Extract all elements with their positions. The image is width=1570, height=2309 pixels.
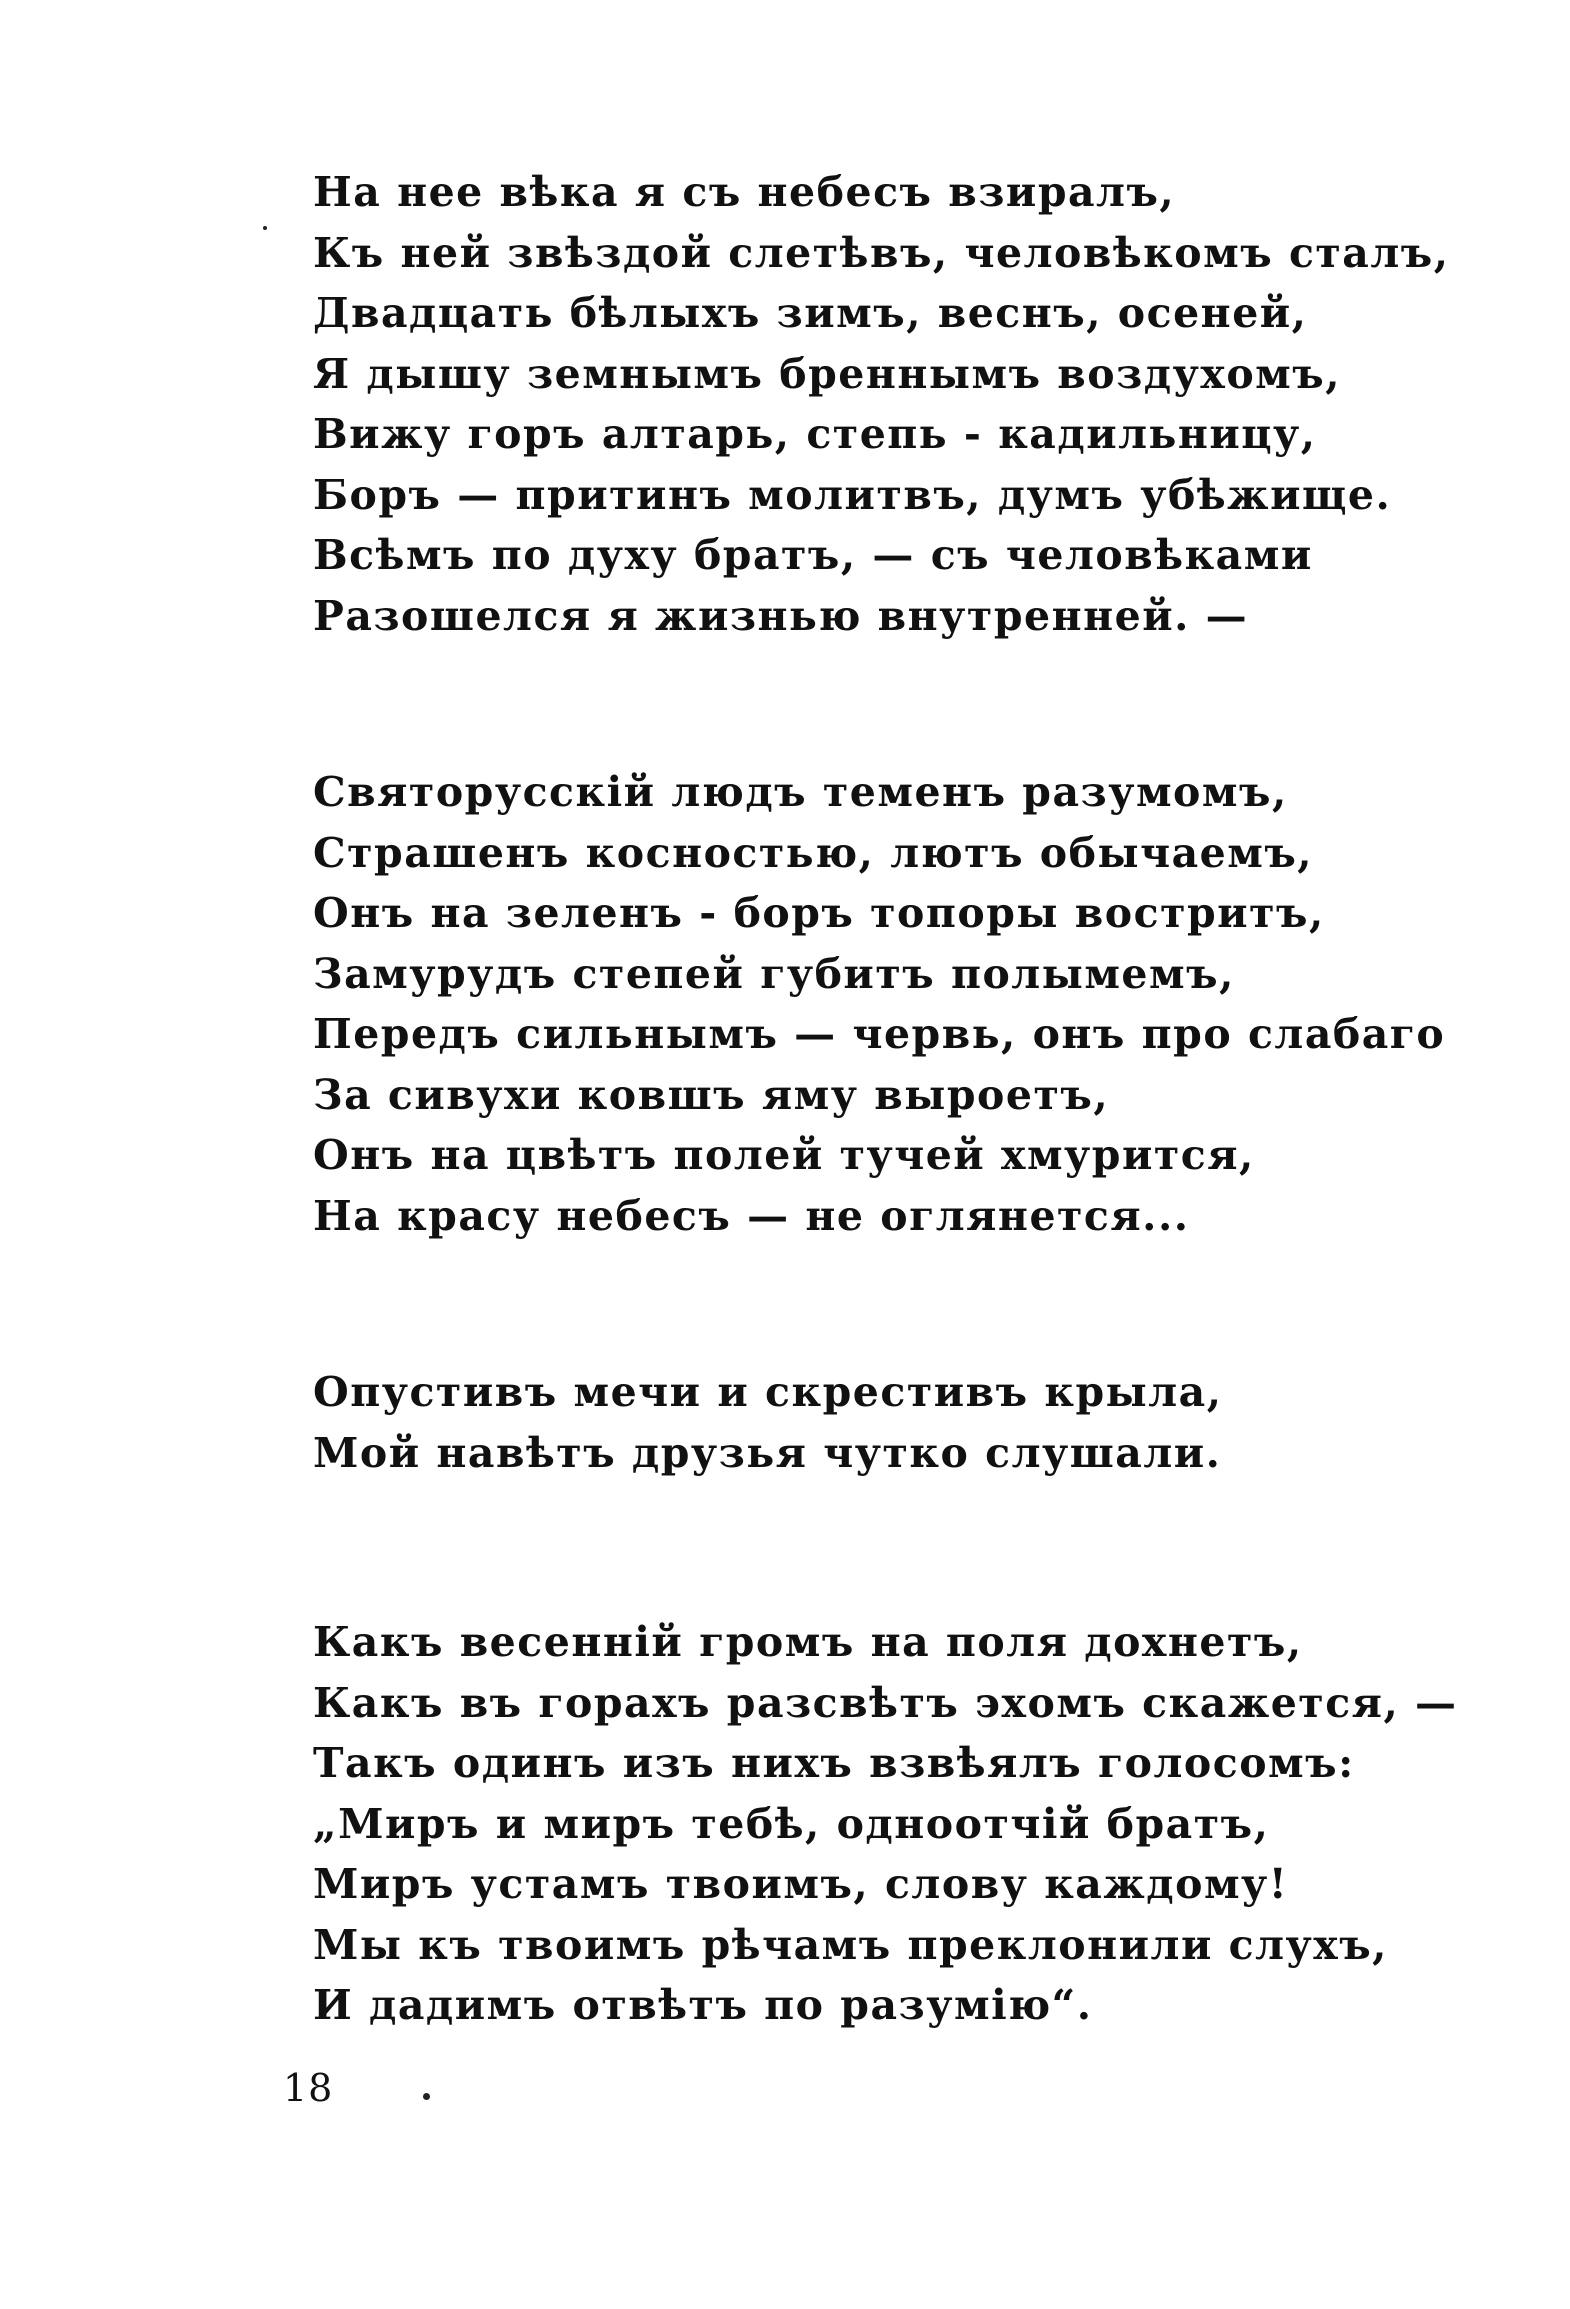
verse-line: Я дышу земнымъ бреннымъ воздухомъ, (313, 349, 1342, 398)
ink-speck (263, 226, 267, 230)
verse-line: Святорусскій людъ теменъ разумомъ, (313, 768, 1288, 816)
stanza-1 (313, 162, 1450, 646)
verse-line: Какъ весенній громъ на поля дохнетъ, (313, 1618, 1303, 1666)
verse-line: На нее вѣка я съ небесъ взиралъ, (313, 168, 1176, 216)
verse-line: Вижу горъ алтарь, степь - кадильницу, (313, 410, 1317, 458)
verse-line: Такъ одинъ изъ нихъ взвѣялъ голосомъ: (313, 1739, 1355, 1787)
verse-line: Мы къ твоимъ рѣчамъ преклонили слухъ, (313, 1920, 1388, 1969)
verse-line: Замурудъ степей губитъ полымемъ, (313, 949, 1235, 998)
verse-line: Страшенъ косностью, лютъ обычаемъ, (313, 828, 1314, 877)
verse-line: Передъ сильнымъ — червь, онъ про слабаго (313, 1010, 1446, 1058)
verse-line: Опустивъ мечи и скрестивъ крыла, (313, 1368, 1223, 1416)
verse-line: Онъ на цвѣтъ полей тучей хмурится, (313, 1131, 1255, 1179)
verse-line: За сивухи ковшъ яму выроетъ, (313, 1070, 1110, 1119)
verse-line: „Миръ и миръ тебѣ, одноотчій братъ, (313, 1799, 1270, 1848)
stanza-2 (313, 762, 1446, 1246)
verse-line: Онъ на зеленъ - боръ топоры востритъ, (313, 889, 1325, 937)
verse-line: На красу небесъ — не оглянется... (313, 1191, 1190, 1240)
verse-line: Разошелся я жизнью внутренней. — (313, 591, 1249, 640)
verse-line: Къ ней звѣздой слетѣвъ, человѣкомъ сталъ, (313, 228, 1450, 277)
ink-speck (423, 2093, 430, 2100)
verse-line: И дадимъ отвѣтъ по разумію“. (313, 1981, 1093, 2029)
verse-line: Всѣмъ по духу братъ, — съ человѣками (313, 531, 1313, 579)
verse-line: Миръ устамъ твоимъ, слову каждому! (313, 1860, 1289, 1908)
page-number: 18 (283, 2066, 334, 2110)
verse-line: Какъ въ горахъ разсвѣтъ эхомъ скажется, — (313, 1678, 1458, 1727)
stanza-3 (313, 1362, 1373, 1483)
verse-line: Двадцать бѣлыхъ зимъ, веснъ, осеней, (313, 289, 1308, 337)
verse-line: Боръ — притинъ молитвъ, думъ убѣжище. (313, 470, 1392, 519)
stanza-4 (313, 1612, 1458, 2036)
verse-line: Мой навѣтъ друзья чутко слушали. (313, 1428, 1222, 1477)
